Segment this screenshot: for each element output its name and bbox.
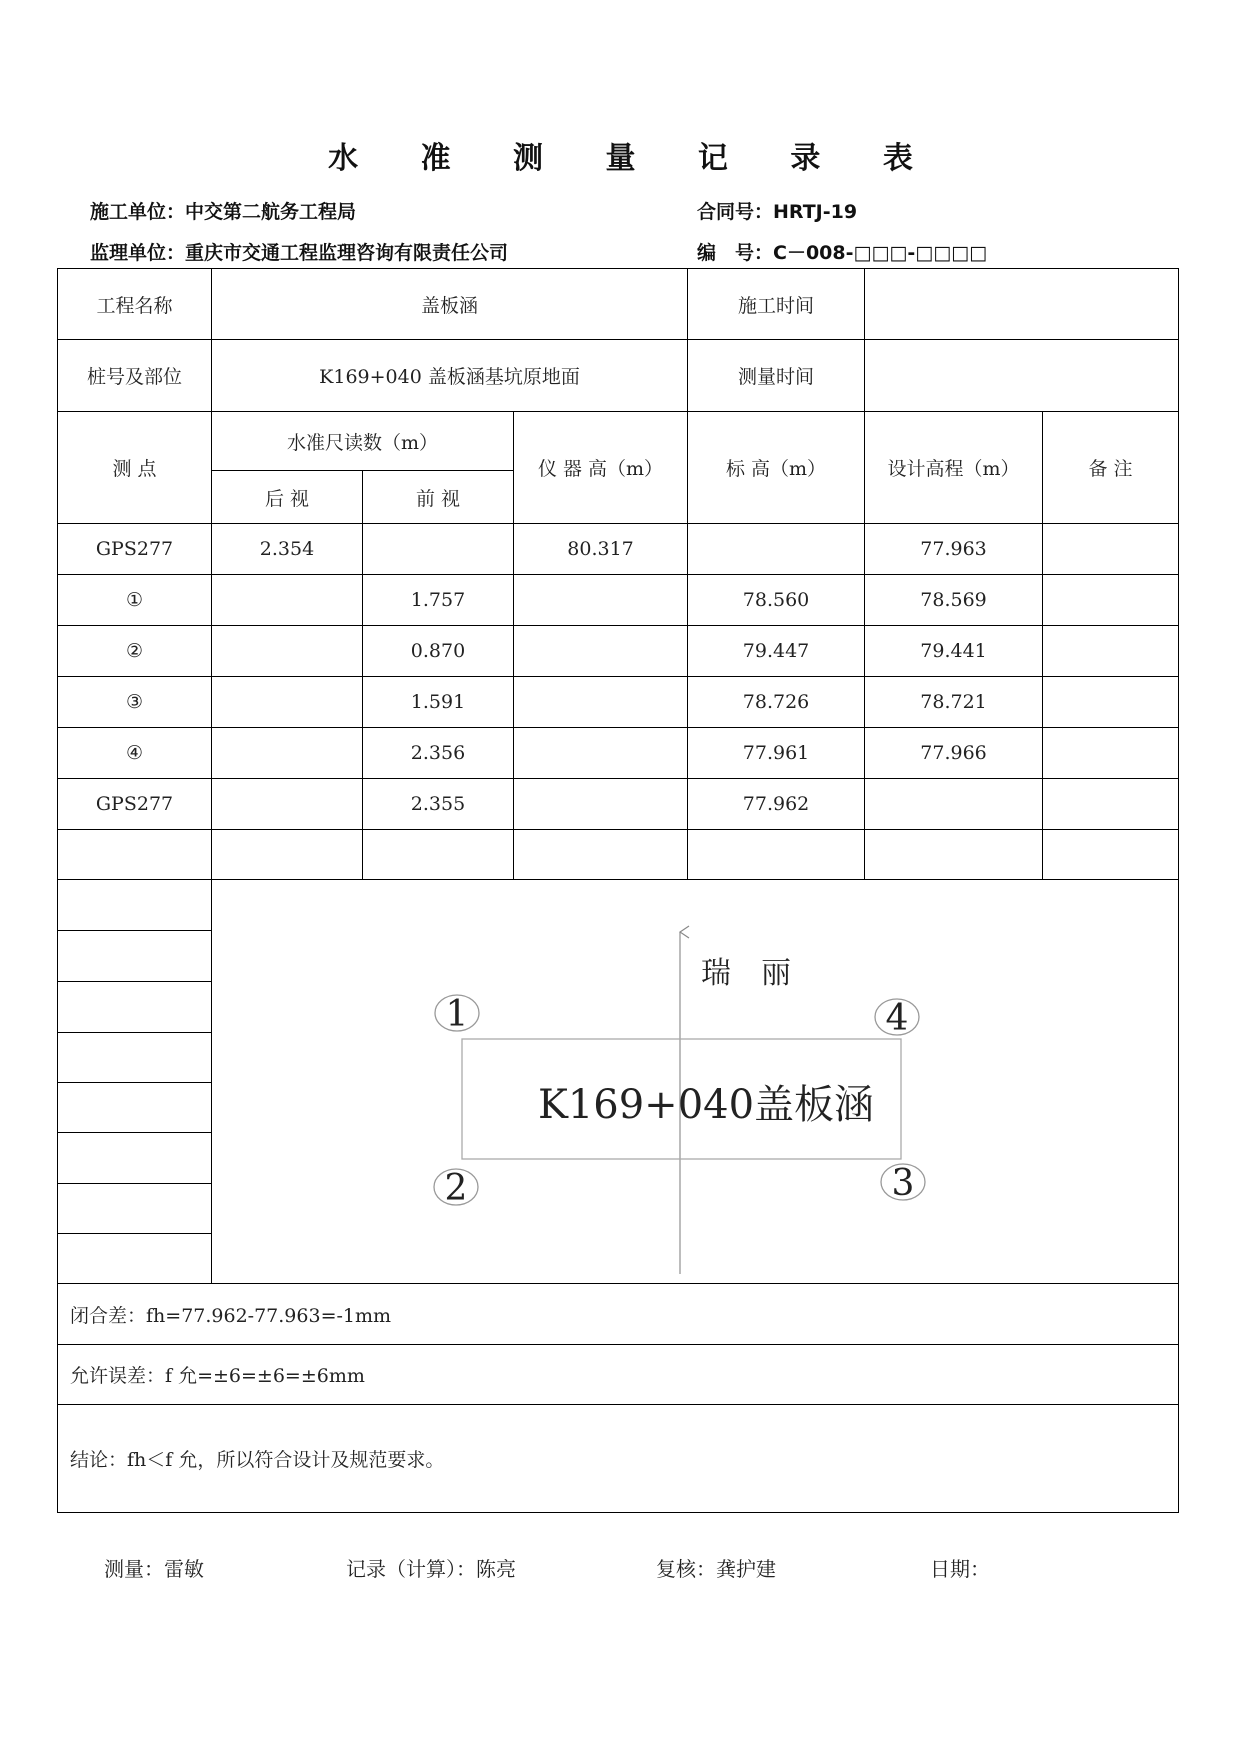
side-blank-cell[interactable]: [58, 1133, 212, 1184]
cell-backsight[interactable]: [212, 830, 363, 880]
contractor-value: 中交第二航务工程局: [185, 201, 357, 223]
cell-point[interactable]: GPS277: [58, 779, 212, 830]
conclusion-text: 结论：fh＜f 允，所以符合设计及规范要求。: [58, 1405, 1179, 1513]
checker-signature: 复核：龚护建: [656, 1557, 776, 1581]
closure-row: [58, 1284, 1179, 1345]
table-row: [58, 677, 1179, 728]
station-label: 桩号及部位: [58, 340, 212, 412]
supervisor-label: 监理单位：: [90, 242, 186, 264]
closure-error-text: 闭合差：fh=77.962-77.963=-1mm: [58, 1284, 1179, 1345]
cell-point[interactable]: GPS277: [58, 524, 212, 575]
table-row: [58, 524, 1179, 575]
cell-foresight[interactable]: 0.870: [363, 626, 514, 677]
cell-foresight[interactable]: 1.757: [363, 575, 514, 626]
cell-elevation[interactable]: [688, 524, 865, 575]
cell-foresight[interactable]: 2.356: [363, 728, 514, 779]
construction-time-value[interactable]: [865, 269, 1179, 340]
cell-elevation[interactable]: 77.961: [688, 728, 865, 779]
tolerance-text: 允许误差：f 允=±6=±6=±6mm: [58, 1345, 1179, 1405]
cell-backsight[interactable]: [212, 677, 363, 728]
project-name-label: 工程名称: [58, 269, 212, 340]
side-blank-cell[interactable]: [58, 1083, 212, 1133]
serial-label: 编 号：: [697, 242, 774, 264]
conclusion-row: [58, 1405, 1179, 1513]
cell-instrument[interactable]: [514, 626, 688, 677]
contract-no-label: 合同号：: [697, 201, 774, 223]
contractor-line: [90, 197, 356, 224]
col-remarks-header: 备 注: [1043, 412, 1179, 524]
cell-elevation[interactable]: 79.447: [688, 626, 865, 677]
cell-foresight[interactable]: [363, 830, 514, 880]
survey-sketch-diagram: [211, 878, 1176, 1282]
cell-foresight[interactable]: 2.355: [363, 779, 514, 830]
col-point-header: 测 点: [58, 412, 212, 524]
construction-time-label: 施工时间: [688, 269, 865, 340]
table-row: [58, 779, 1179, 830]
contract-no-line: [697, 197, 857, 224]
cell-point[interactable]: ④: [58, 728, 212, 779]
cell-design[interactable]: 79.441: [865, 626, 1043, 677]
cell-elevation[interactable]: 78.560: [688, 575, 865, 626]
cell-remark[interactable]: [1043, 626, 1179, 677]
page-title: 水 准 测 量 记 录 表: [328, 141, 939, 176]
side-blank-cell[interactable]: [58, 1234, 212, 1284]
column-header-row: [58, 412, 1179, 471]
cell-remark[interactable]: [1043, 728, 1179, 779]
point-4-label: 4: [885, 998, 909, 1039]
supervisor-value: 重庆市交通工程监理咨询有限责任公司: [185, 242, 509, 264]
cell-remark[interactable]: [1043, 524, 1179, 575]
point-2-label: 2: [444, 1168, 468, 1209]
cell-backsight[interactable]: [212, 575, 363, 626]
point-3-label: 3: [891, 1163, 915, 1204]
cell-foresight[interactable]: [363, 524, 514, 575]
cell-design[interactable]: [865, 779, 1043, 830]
cell-foresight[interactable]: 1.591: [363, 677, 514, 728]
col-backsight-header: 后 视: [212, 471, 363, 524]
table-row: [58, 626, 1179, 677]
contract-no-value: HRTJ-19: [773, 201, 858, 223]
station-value[interactable]: K169+040 盖板涵基坑原地面: [212, 340, 688, 412]
project-name-value[interactable]: 盖板涵: [212, 269, 688, 340]
cell-remark[interactable]: [1043, 575, 1179, 626]
north-direction-label: 瑞 丽: [701, 956, 791, 991]
side-blank-cell[interactable]: [58, 880, 212, 931]
col-design-elevation-header: 设计高程（m）: [865, 412, 1043, 524]
date-field[interactable]: 日期：: [930, 1557, 990, 1581]
cell-elevation[interactable]: 77.962: [688, 779, 865, 830]
col-elevation-header: 标 高（m）: [688, 412, 865, 524]
table-row: [58, 830, 1179, 880]
cell-remark[interactable]: [1043, 677, 1179, 728]
side-blank-cell[interactable]: [58, 982, 212, 1033]
cell-backsight[interactable]: [212, 779, 363, 830]
info-row-project: [58, 269, 1179, 340]
tolerance-row: [58, 1345, 1179, 1405]
cell-remark[interactable]: [1043, 779, 1179, 830]
cell-point[interactable]: [58, 830, 212, 880]
cell-backsight[interactable]: [212, 728, 363, 779]
col-instrument-height-header: 仪 器 高（m）: [514, 412, 688, 524]
info-row-station: [58, 340, 1179, 412]
side-blank-cell[interactable]: [58, 931, 212, 982]
cell-instrument[interactable]: [514, 728, 688, 779]
cell-elevation[interactable]: [688, 830, 865, 880]
cell-design[interactable]: 78.569: [865, 575, 1043, 626]
survey-time-label: 测量时间: [688, 340, 865, 412]
cell-instrument[interactable]: [514, 575, 688, 626]
point-1-label: 1: [445, 994, 469, 1035]
cell-design[interactable]: 78.721: [865, 677, 1043, 728]
cell-point[interactable]: ③: [58, 677, 212, 728]
surveyor-signature: 测量：雷敏: [104, 1557, 204, 1581]
cell-instrument[interactable]: [514, 779, 688, 830]
cell-elevation[interactable]: 78.726: [688, 677, 865, 728]
cell-instrument[interactable]: 80.317: [514, 524, 688, 575]
cell-point[interactable]: ①: [58, 575, 212, 626]
survey-time-value[interactable]: [865, 340, 1179, 412]
table-row: [58, 575, 1179, 626]
cell-design[interactable]: 77.966: [865, 728, 1043, 779]
supervisor-line: [90, 238, 508, 265]
recorder-signature: 记录（计算）：陈亮: [346, 1557, 516, 1581]
cell-design[interactable]: [865, 830, 1043, 880]
cell-backsight[interactable]: 2.354: [212, 524, 363, 575]
cell-point[interactable]: ②: [58, 626, 212, 677]
col-staff-reading-header: 水准尺读数（m）: [212, 412, 514, 471]
cell-design[interactable]: 77.963: [865, 524, 1043, 575]
side-blank-cell[interactable]: [58, 1184, 212, 1234]
side-blank-cell[interactable]: [58, 1033, 212, 1083]
cell-backsight[interactable]: [212, 626, 363, 677]
culvert-label: K169+040盖板涵: [537, 1082, 875, 1128]
serial-line: [697, 238, 987, 265]
table-row: [58, 728, 1179, 779]
cell-instrument[interactable]: [514, 830, 688, 880]
cell-instrument[interactable]: [514, 677, 688, 728]
contractor-label: 施工单位：: [90, 201, 186, 223]
cell-remark[interactable]: [1043, 830, 1179, 880]
serial-value: C－008-□□□-□□□□: [773, 242, 988, 264]
col-foresight-header: 前 视: [363, 471, 514, 524]
